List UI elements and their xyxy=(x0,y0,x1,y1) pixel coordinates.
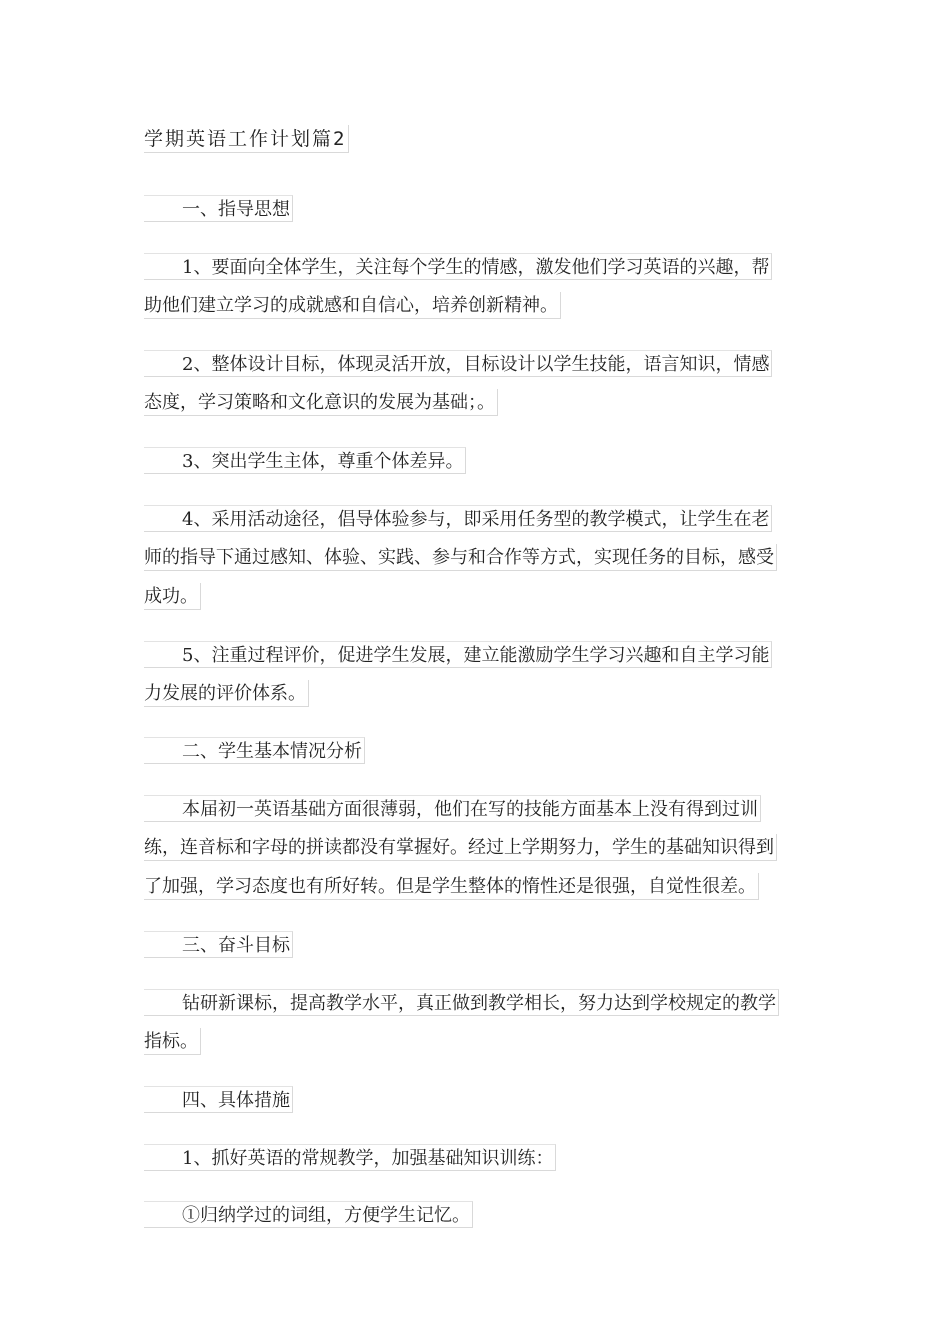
paragraph-line: 练，连音标和字母的拼读都没有掌握好。经过上学期努力，学生的基础知识得到 xyxy=(144,834,777,861)
paragraph-line: 指标。 xyxy=(144,1028,201,1055)
section-heading-student-analysis: 二、学生基本情况分析 xyxy=(144,737,365,764)
section-heading-goals: 三、奋斗目标 xyxy=(144,931,293,958)
paragraph-line: 成功。 xyxy=(144,583,201,610)
paragraph-line: ①归纳学过的词组，方便学生记忆。 xyxy=(144,1201,473,1228)
document-title: 学期英语工作计划篇2 xyxy=(144,125,349,153)
paragraph-line: 了加强，学习态度也有所好转。但是学生整体的惰性还是很强，自觉性很差。 xyxy=(144,873,759,900)
paragraph-line: 钻研新课标，提高教学水平，真正做到教学相长，努力达到学校规定的教学 xyxy=(144,989,779,1016)
paragraph-line: 本届初一英语基础方面很薄弱，他们在写的技能方面基本上没有得到过训 xyxy=(144,795,761,822)
paragraph-line: 4、采用活动途径，倡导体验参与，即采用任务型的教学模式，让学生在老 xyxy=(144,505,772,532)
section-heading-measures: 四、具体措施 xyxy=(144,1086,293,1113)
paragraph-line: 力发展的评价体系。 xyxy=(144,680,309,707)
paragraph-line: 3、突出学生主体，尊重个体差异。 xyxy=(144,447,466,474)
paragraph-line: 2、整体设计目标，体现灵活开放，目标设计以学生技能，语言知识，情感 xyxy=(144,350,772,377)
section-heading-guiding-ideology: 一、指导思想 xyxy=(144,195,293,222)
paragraph-line: 1、抓好英语的常规教学，加强基础知识训练： xyxy=(144,1144,556,1171)
paragraph-line: 态度，学习策略和文化意识的发展为基础；。 xyxy=(144,389,498,416)
paragraph-line: 5、注重过程评价，促进学生发展，建立能激励学生学习兴趣和自主学习能 xyxy=(144,641,772,668)
paragraph-line: 1、要面向全体学生，关注每个学生的情感，激发他们学习英语的兴趣，帮 xyxy=(144,253,772,280)
paragraph-line: 助他们建立学习的成就感和自信心，培养创新精神。 xyxy=(144,292,561,319)
paragraph-line: 师的指导下通过感知、体验、实践、参与和合作等方式，实现任务的目标，感受 xyxy=(144,544,777,571)
